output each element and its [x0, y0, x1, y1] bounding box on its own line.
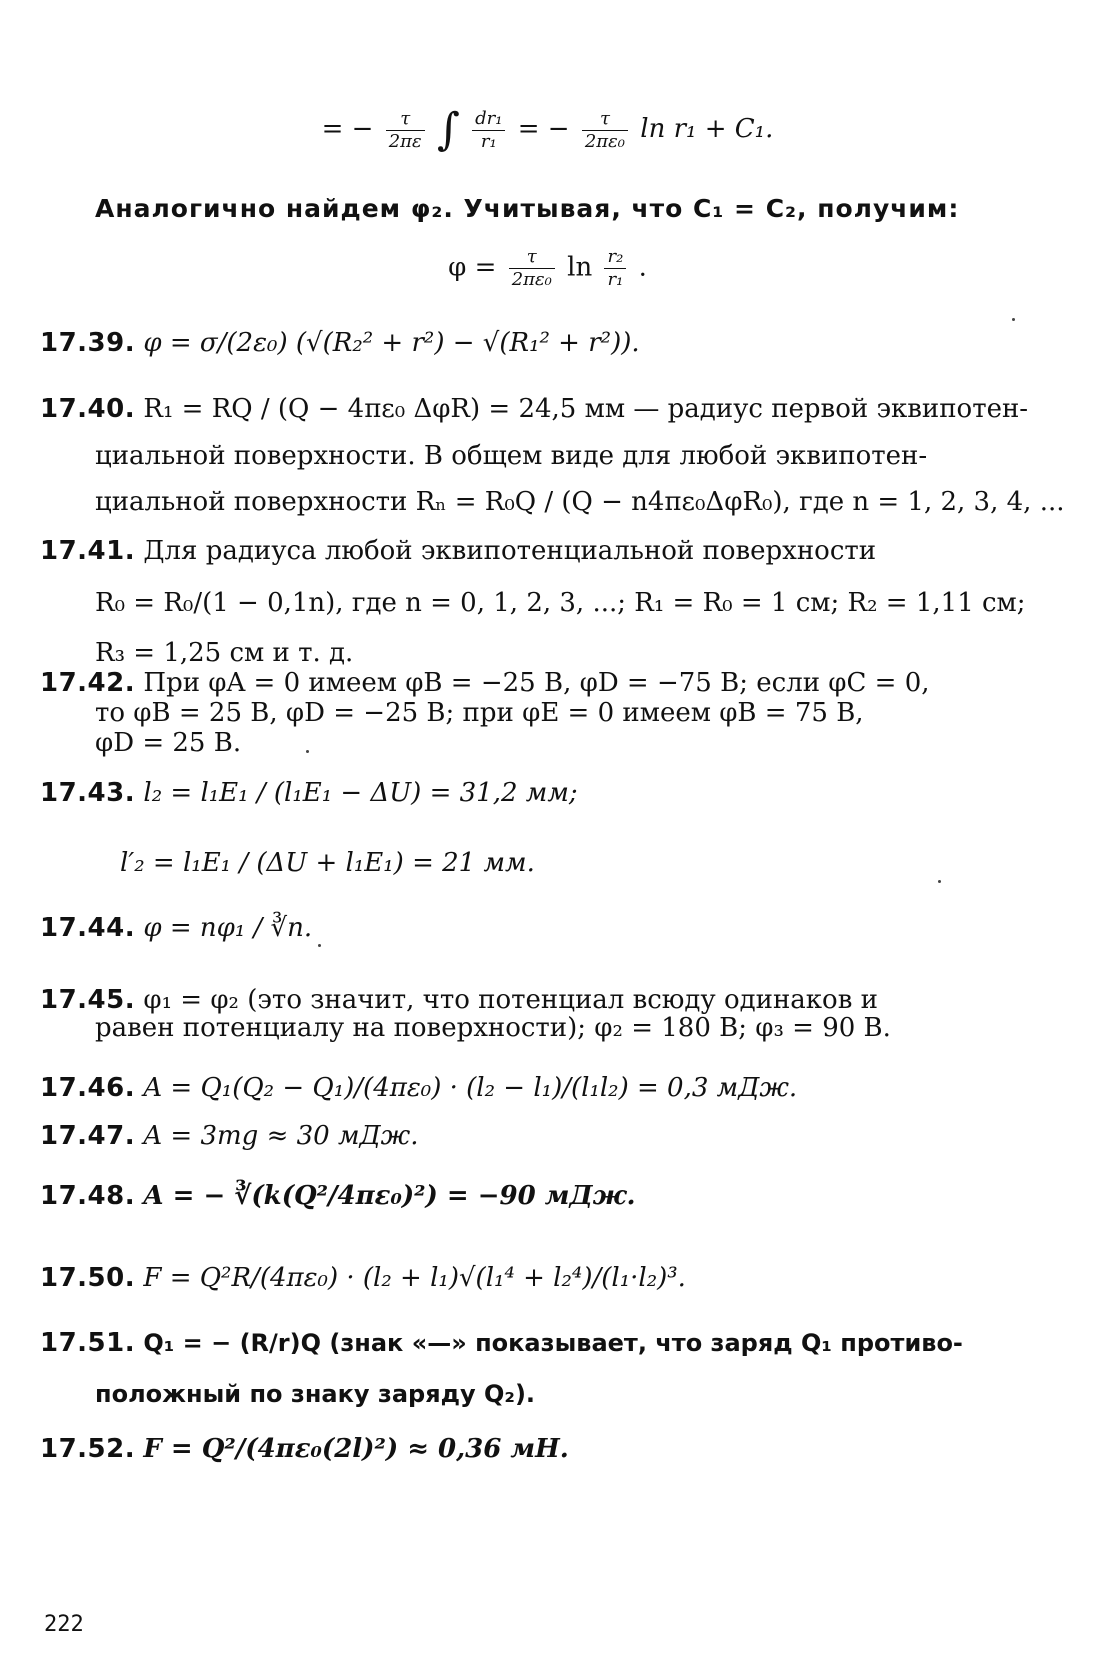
answer-17-43: 17.43. l₂ = l₁E₁ / (l₁E₁ − ΔU) = 31,2 мм;	[40, 778, 578, 808]
answer-17-44: 17.44. φ = nφ₁ / ∛n.	[40, 913, 313, 943]
top-formula-fraction-1: $\frac{\tau}{2\pi\varepsilon}$	[386, 110, 425, 151]
answer-17-52: 17.52. F = Q²/(4πε₀(2l)²) ≈ 0,36 мН.	[40, 1434, 569, 1464]
answer-17-39: 17.39. φ = σ/(2ε₀) (√(R₂² + r²) − √(R₁² + r²)).	[40, 328, 640, 358]
top-formula: = − $\frac{\tau}{2\pi\varepsilon}$ ∫ $\frac{\text{dr₁}}{\text{r₁}}$ = − $\frac{\tau}{\text{2πε₀}}$ ln r₁ + C₁.	[321, 104, 774, 155]
scan-speck	[318, 944, 321, 947]
answer-17-43-line-2: l′₂ = l₁E₁ / (ΔU + l₁E₁) = 21 мм.	[120, 848, 535, 878]
phi-fraction-1: $\frac{\tau}{\text{2πε₀}}$	[509, 248, 555, 289]
scan-speck	[1012, 318, 1015, 321]
answer-17-41: 17.41. Для радиуса любой эквипотенциальной поверхности	[40, 536, 877, 566]
answer-17-45: 17.45. φ₁ = φ₂ (это значит, что потенциал всюду одинаков и	[40, 985, 878, 1015]
answer-17-46: 17.46. A = Q₁(Q₂ − Q₁)/(4πε₀) · (l₂ − l₁)/(l₁l₂) = 0,3 мДж.	[40, 1073, 798, 1103]
answer-17-42-line-3: φD = 25 В.	[95, 728, 242, 758]
answer-17-42: 17.42. При φA = 0 имеем φB = −25 В, φD = −75 В; если φC = 0,	[40, 668, 930, 698]
answer-17-42-line-2: то φB = 25 В, φD = −25 В; при φE = 0 имеем φB = 75 В,	[95, 698, 864, 728]
answer-17-51-line-2: положный по знаку заряду Q₂).	[95, 1380, 536, 1408]
answer-17-45-line-2: равен потенциалу на поверхности); φ₂ = 180 В; φ₃ = 90 В.	[95, 1013, 891, 1043]
top-formula-fraction-3: $\frac{\tau}{\text{2πε₀}}$	[582, 110, 628, 151]
answer-17-40-line-3: циальной поверхности Rₙ = R₀Q / (Q − n4πε₀ΔφR₀), где n = 1, 2, 3, 4, ...	[95, 487, 1065, 517]
top-formula-lhs: = −	[321, 114, 374, 144]
answer-17-40-line-2: циальной поверхности. В общем виде для любой эквипотен-	[95, 441, 928, 471]
answer-17-51: 17.51. Q₁ = − (R/r)Q (знак «—» показывает, что заряд Q₁ противо-	[40, 1328, 963, 1358]
phi-formula: φ = $\frac{\tau}{\text{2πε₀}}$ ln $\frac{\text{r₂}}{\text{r₁}}$ .	[448, 246, 647, 290]
answer-17-48: 17.48. A = − ∛(k(Q²/4πε₀)²) = −90 мДж.	[40, 1181, 636, 1211]
page-number: 222	[44, 1612, 84, 1637]
scan-speck	[938, 880, 941, 883]
answer-17-40: 17.40. R₁ = RQ / (Q − 4πε₀ ΔφR) = 24,5 мм — радиус первой эквипотен-	[40, 394, 1029, 424]
paragraph-analog: Аналогично найдем φ₂. Учитывая, что C₁ = C₂, получим:	[95, 194, 960, 223]
phi-fraction-2: $\frac{\text{r₂}}{\text{r₁}}$	[604, 248, 626, 289]
answer-17-41-line-2: R₀ = R₀/(1 − 0,1n), где n = 0, 1, 2, 3, ...; R₁ = R₀ = 1 см; R₂ = 1,11 см;	[95, 588, 1026, 618]
answer-17-41-line-3: R₃ = 1,25 см и т. д.	[95, 638, 354, 668]
answer-17-50: 17.50. F = Q²R/(4πε₀) · (l₂ + l₁)√(l₁⁴ + l₂⁴)/(l₁·l₂)³.	[40, 1263, 686, 1293]
top-formula-fraction-2: $\frac{\text{dr₁}}{\text{r₁}}$	[472, 110, 505, 151]
integral-sign: ∫	[436, 104, 460, 155]
answer-17-47: 17.47. A = 3mg ≈ 30 мДж.	[40, 1121, 419, 1151]
scan-speck	[306, 750, 309, 753]
